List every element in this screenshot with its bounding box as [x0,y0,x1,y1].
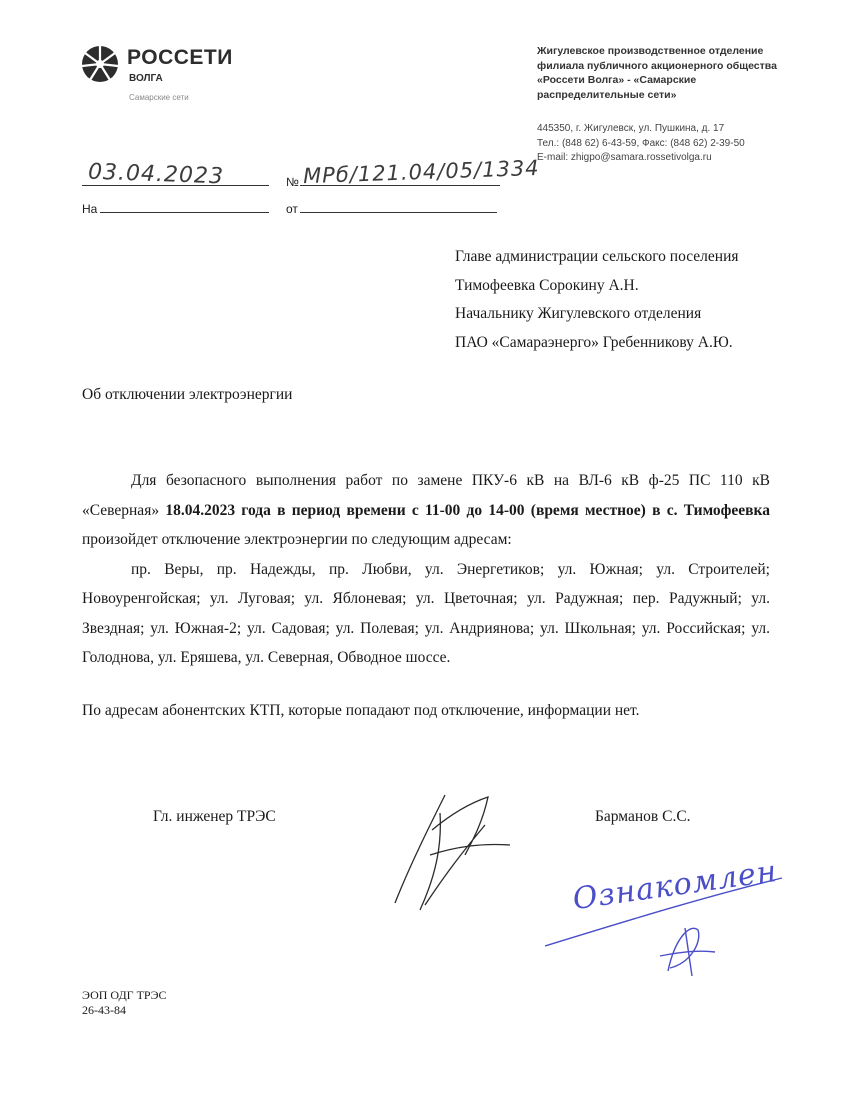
org-address: 445350, г. Жигулевск, ул. Пушкина, д. 17 [537,123,725,134]
signatory-name: Барманов С.С. [595,808,691,825]
org-header [537,44,797,102]
recipient-line: Начальнику Жигулевского отделения [455,305,702,322]
para-tail: произойдет отключение электроэнергии по следующим адресам: [82,531,512,548]
recipients-block [455,243,739,357]
reg-number-label: № [286,175,299,189]
handwritten-signature [370,785,520,920]
logo-region: ВОЛГА [129,73,163,84]
executor-phone: 26-43-84 [82,1003,126,1017]
reg-to-underline [100,212,269,213]
letter-subject: Об отключении электроэнергии [82,386,293,403]
recipient-line: ПАО «Самараэнерго» Гребенникову А.Ю. [455,333,733,351]
reg-number-underline [300,185,500,186]
company-logo [80,42,280,112]
org-header-line: «Россети Волга» - «Самарские [537,74,697,86]
reg-from-underline [300,212,497,213]
org-contacts [537,122,817,166]
org-email: E-mail: zhigpo@samara.rossetivolga.ru [537,152,712,163]
recipient-line: Главе администрации сельского поселения [455,248,739,265]
body-paragraph-main [82,466,770,673]
org-header-line: распределительные сети» [537,88,677,101]
para-intro: Для безопасного выполнения работ по замене ПКУ-6 кВ на ВЛ-6 кВ ф-25 ПС 110 кВ «Северная» [82,472,770,519]
reg-number: МРб/121.04/05/1334 [302,155,540,189]
reg-to-label: На [82,202,98,216]
org-header-line: филиала публичного акционерного общества [537,59,777,72]
signatory-position: Гл. инженер ТРЭС [153,808,276,825]
para-bold-datetime: 18.04.2023 года в период времени с 11-00 до 14-00 (время местное) в с. Тимофеевка [165,501,770,519]
ktp-note: По адресам абонентских КТП, которые попадают под отключение, информации нет. [82,702,640,719]
reg-date-underline [82,185,269,186]
logo-subsidiary: Самарские сети [129,93,189,102]
org-phone-fax: Тел.: (848 62) 6-43-59, Факс: (848 62) 2-39-50 [537,137,745,149]
org-header-line: Жигулевское производственное отделение [537,45,764,57]
executor-block [82,988,167,1018]
recipient-line: Тимофеевка Сорокину А.Н. [455,276,639,294]
executor-dept: ЭОП ОДГ ТРЭС [82,988,167,1002]
handwritten-annotation: Ознакомлен [570,853,780,918]
acknowledgement-ink-marks [540,868,790,988]
address-list: пр. Веры, пр. Надежды, пр. Любви, ул. Энергетиков; ул. Южная; ул. Строителей; Новоуренгойская; ул. Луговая; ул. Яблоневая; ул. Цветочная; ул. Радужная; пер. Радужный; ул. Звездная; ул. Южная-2; ул. Садовая; ул. Полевая; ул. Андриянова; ул. Школьная; ул. Российская; ул. Голоднова, ул. Еряшева, ул. Северная, Обводное шоссе. [82,560,770,666]
rosseti-emblem-icon [80,44,120,84]
reg-from-label: от [286,202,298,216]
logo-brand: РОССЕТИ [127,46,233,69]
reg-date: 03.04.2023 [87,159,225,190]
